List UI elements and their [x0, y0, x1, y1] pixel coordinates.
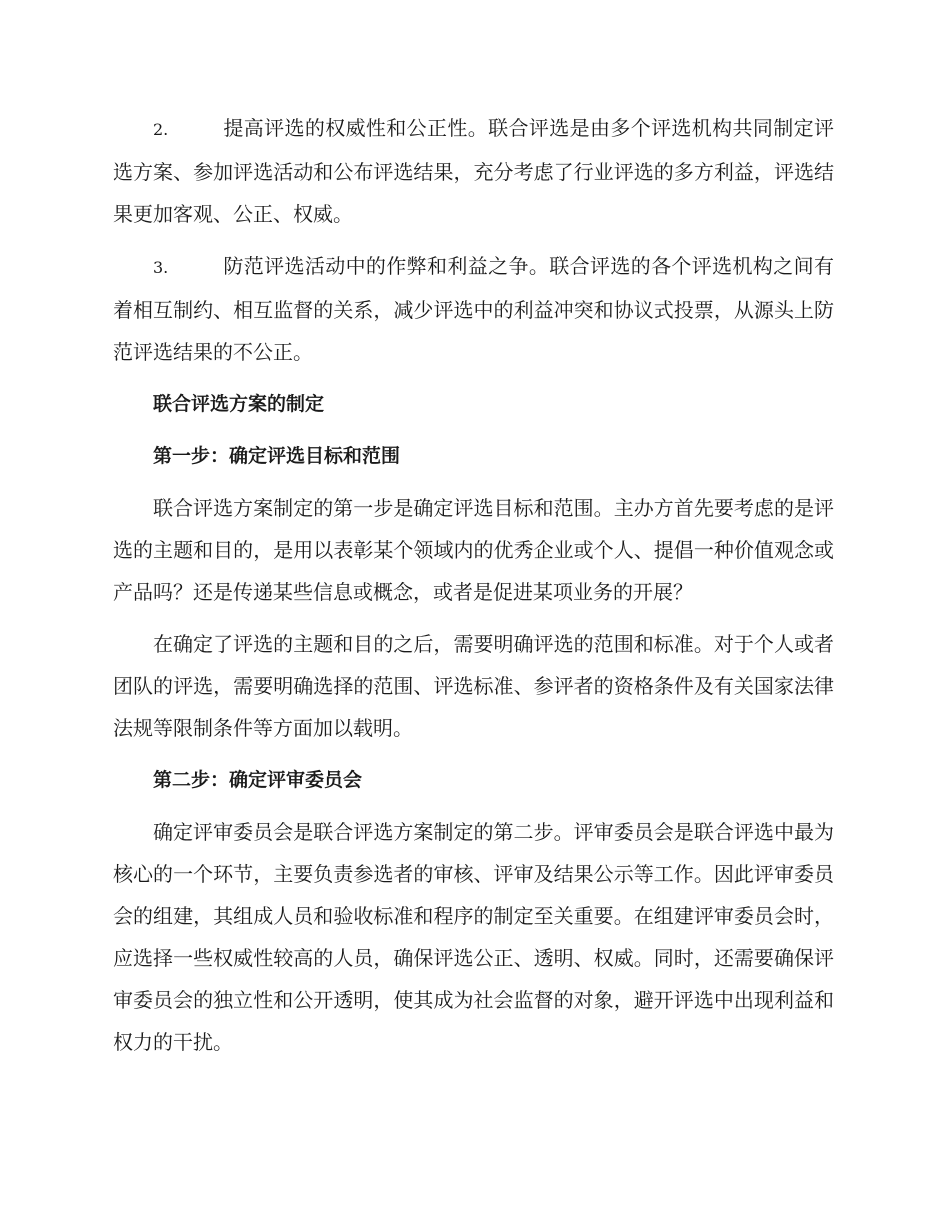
step1-paragraph-1: 联合评选方案制定的第一步是确定评选目标和范围。主办方首先要考虑的是评选的主题和目的，是用以表彰某个领域内的优秀企业或个人、提倡一种价值观念或产品吗？还是传递某些信息或概念，或者是促进某项业务的开展？ [113, 496, 834, 604]
list-item-2 [113, 107, 834, 235]
step1-paragraph-2: 在确定了评选的主题和目的之后，需要明确评选的范围和标准。对于个人或者团队的评选，需要明确选择的范围、评选标准、参评者的资格条件及有关国家法律法规等限制条件等方面加以载明。 [113, 632, 834, 740]
list-item-3 [113, 245, 834, 373]
list-item-number: 3. [153, 258, 169, 277]
list-item-text: 提高评选的权威性和公正性。联合评选是由多个评选机构共同制定评选方案、参加评选活动和公布评选结果，充分考虑了行业评选的多方利益，评选结果更加客观、公正、权威。 [113, 116, 834, 226]
document-page [113, 107, 834, 1073]
list-item-number: 2. [153, 120, 169, 139]
step2-paragraph-1: 确定评审委员会是联合评选方案制定的第二步。评审委员会是联合评选中最为核心的一个环节，主要负责参选者的审核、评审及结果公示等工作。因此评审委员会的组建，其组成人员和验收标准和程序的制定至关重要。在组建评审委员会时，应选择一些权威性较高的人员，确保评选公正、透明、权威。同时，还需要确保评审委员会的独立性和公开透明，使其成为社会监督的对象，避开评选中出现利益和权力的干扰。 [113, 820, 834, 1054]
list-item-text: 防范评选活动中的作弊和利益之争。联合评选的各个评选机构之间有着相互制约、相互监督的关系，减少评选中的利益冲突和协议式投票，从源头上防范评选结果的不公正。 [113, 254, 834, 364]
section-title: 联合评选方案的制定 [153, 393, 325, 415]
step2-title: 第二步：确定评审委员会 [153, 769, 363, 791]
step1-title: 第一步：确定评选目标和范围 [153, 445, 401, 467]
